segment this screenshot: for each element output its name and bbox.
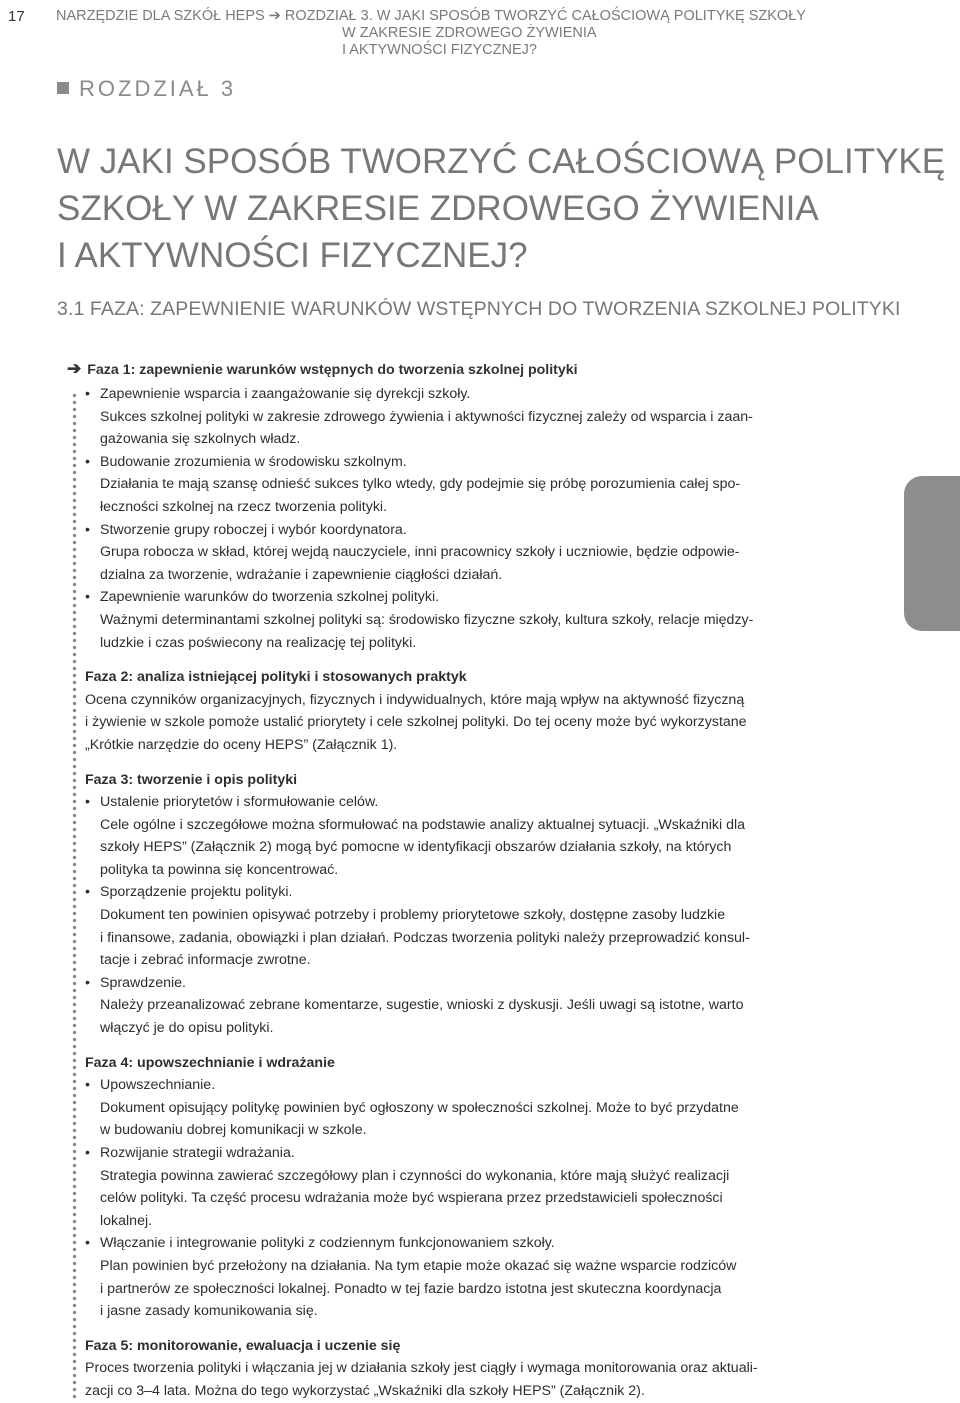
list-item-text: ludzkie i czas poświecony na realizację tej polityki. — [100, 634, 417, 651]
chapter-title-line: SZKOŁY W ZAKRESIE ZDROWEGO ŻYWIENIA — [57, 189, 819, 228]
list-item: • Sprawdzenie. — [85, 972, 865, 995]
list-item-text: Należy przeanalizować zebrane komentarze, sugestie, wnioski z dyskusji. Jeśli uwagi są istotne, warto — [100, 997, 744, 1014]
list-item-text: Działania te mają szansę odnieść sukces tylko wtedy, gdy podejmie się próbę porozumienia całej spo- — [100, 476, 741, 493]
faza1-heading: Faza 1: zapewnienie warunków wstępnych do tworzenia szkolnej polityki — [87, 362, 578, 378]
list-item-text: w budowaniu dobrej komunikacji w szkole. — [100, 1122, 367, 1139]
list-item-text: i jasne zasady komunikowania się. — [100, 1303, 318, 1320]
faza2-heading: Faza 2: analiza istniejącej polityki i stosowanych praktyk — [85, 669, 467, 686]
list-item-text: polityka ta powinna się koncentrować. — [100, 861, 339, 878]
list-item-text: szkoły HEPS” (Załącznik 2) mogą być pomocne w identyfikacji obszarów działania szkoły, na których — [100, 839, 732, 856]
list-item: • Ustalenie priorytetów i sformułowanie celów. — [85, 791, 865, 814]
square-bullet-icon — [57, 82, 69, 94]
list-item-text: łeczności szkolnej na rzecz tworzenia polityki. — [100, 498, 388, 515]
list-item-text: Ważnymi determinantami szkolnej polityki są: środowisko fizyczne szkoły, kultura szkoły, relacje między- — [100, 611, 754, 628]
list-item-text: tacje i zebrać informacje zwrotne. — [100, 952, 311, 969]
list-item-text: celów polityki. Ta część procesu wdrażania może być wspierana przez przedstawicieli społeczności — [100, 1190, 723, 1207]
running-header-line2: W ZAKRESIE ZDROWEGO ŻYWIENIA — [342, 25, 597, 41]
paragraph-line: i żywienie w szkole pomoże ustalić priorytety i cele szkolnej polityki. Do tej oceny może być wykorzystane — [85, 714, 747, 731]
dotted-margin-rule — [72, 392, 77, 1400]
faza5-heading: Faza 5: monitorowanie, ewaluacja i uczenie się — [85, 1337, 401, 1354]
chapter-label — [57, 76, 236, 102]
running-header-line3: I AKTYWNOŚCI FIZYCZNEJ? — [342, 42, 537, 58]
list-item: • Stworzenie grupy roboczej i wybór koordynatora. — [85, 519, 865, 542]
list-item-text: i partnerów ze społeczności lokalnej. Ponadto w tej fazie bardzo istotna jest skuteczna koordynacja — [100, 1280, 722, 1297]
arrow-right-icon: ➔ — [67, 359, 82, 378]
faza3-heading: Faza 3: tworzenie i opis polityki — [85, 771, 298, 788]
list-item-text: Dokument opisujący politykę powinien być ogłoszony w społeczności szkolnej. Może to być przydatne — [100, 1099, 739, 1116]
paragraph-line: „Krótkie narzędzie do oceny HEPS” (Załącznik 1). — [85, 736, 398, 753]
list-item-text: Cele ogólne i szczegółowe można sformułować na podstawie analizy aktualnej sytuacji. „Wskaźniki dla — [100, 816, 746, 833]
arrow-right-icon: ➔ — [268, 8, 281, 24]
faza4-heading: Faza 4: upowszechnianie i wdrażanie — [85, 1054, 335, 1071]
list-item-text: Sukces szkolnej polityki w zakresie zdrowego żywienia i aktywności fizycznej zależy od wsparcia i zaan- — [100, 408, 753, 425]
chapter-label-text: ROZDZIAŁ 3 — [79, 76, 237, 101]
list-item: • Włączanie i integrowanie polityki z codziennym funkcjonowaniem szkoły. — [85, 1232, 865, 1255]
list-item: • Sporządzenie projektu polityki. — [85, 881, 865, 904]
list-item-text: dzialna za tworzenie, wdrażanie i zapewnienie ciągłości działań. — [100, 566, 503, 583]
list-item-text: Grupa robocza w skład, której wejdą nauczyciele, inni pracownicy szkoły i uczniowie, będzie odpowie- — [100, 544, 740, 561]
running-header-part2: ROZDZIAŁ 3. W JAKI SPOSÓB TWORZYĆ CAŁOŚCIOWĄ POLITYKĘ SZKOŁY — [284, 8, 806, 24]
side-tab-marker — [904, 476, 960, 631]
paragraph-line: Proces tworzenia polityki i włączania jej w działania szkoły jest ciągły i wymaga monitorowania oraz aktuali- — [85, 1360, 758, 1377]
list-item: • Zapewnienie warunków do tworzenia szkolnej polityki. — [85, 586, 865, 609]
list-item-text: włączyć je do opisu polityki. — [100, 1020, 274, 1037]
running-header-part1: NARZĘDZIE DLA SZKÓŁ HEPS — [56, 8, 265, 24]
page-number: 17 — [8, 8, 25, 25]
list-item-text: Strategia powinna zawierać szczegółowy plan i czynności do wykonania, które mają służyć realizacji — [100, 1167, 730, 1184]
list-item: • Upowszechnianie. — [85, 1074, 865, 1097]
list-item-text: Plan powinien być przełożony na działania. Na tym etapie może okazać się ważne wsparcie rodziców — [100, 1257, 737, 1274]
paragraph-line: Ocena czynników organizacyjnych, fizycznych i indywidualnych, które mają wpływ na aktywność fizyczną — [85, 691, 745, 708]
section-heading: 3.1 FAZA: ZAPEWNIENIE WARUNKÓW WSTĘPNYCH DO TWORZENIA SZKOLNEJ POLITYKI — [57, 298, 901, 320]
chapter-title-line: W JAKI SPOSÓB TWORZYĆ CAŁOŚCIOWĄ POLITYKĘ — [57, 142, 946, 181]
list-item: • Zapewnienie wsparcia i zaangażowanie się dyrekcji szkoły. — [85, 383, 865, 406]
running-header — [56, 8, 806, 59]
paragraph-line: zacji co 3–4 lata. Można do tego wykorzystać „Wskaźniki dla szkoły HEPS” (Załącznik 2). — [85, 1382, 645, 1399]
content-body — [85, 383, 865, 1403]
list-item: • Rozwijanie strategii wdrażania. — [85, 1142, 865, 1165]
chapter-title-line: I AKTYWNOŚCI FIZYCZNEJ? — [57, 236, 528, 275]
list-item: • Budowanie zrozumienia w środowisku szkolnym. — [85, 451, 865, 474]
chapter-title — [57, 138, 945, 279]
list-item-text: i finansowe, zadania, obowiązki i plan działań. Podczas tworzenia polityki należy przeprowadzić konsul- — [100, 929, 750, 946]
faza1-heading-row — [67, 359, 578, 379]
list-item-text: gażowania się szkolnych władz. — [100, 431, 301, 448]
list-item-text: lokalnej. — [100, 1212, 153, 1229]
list-item-text: Dokument ten powinien opisywać potrzeby i problemy priorytetowe szkoły, dostępne zasoby ludzkie — [100, 907, 726, 924]
